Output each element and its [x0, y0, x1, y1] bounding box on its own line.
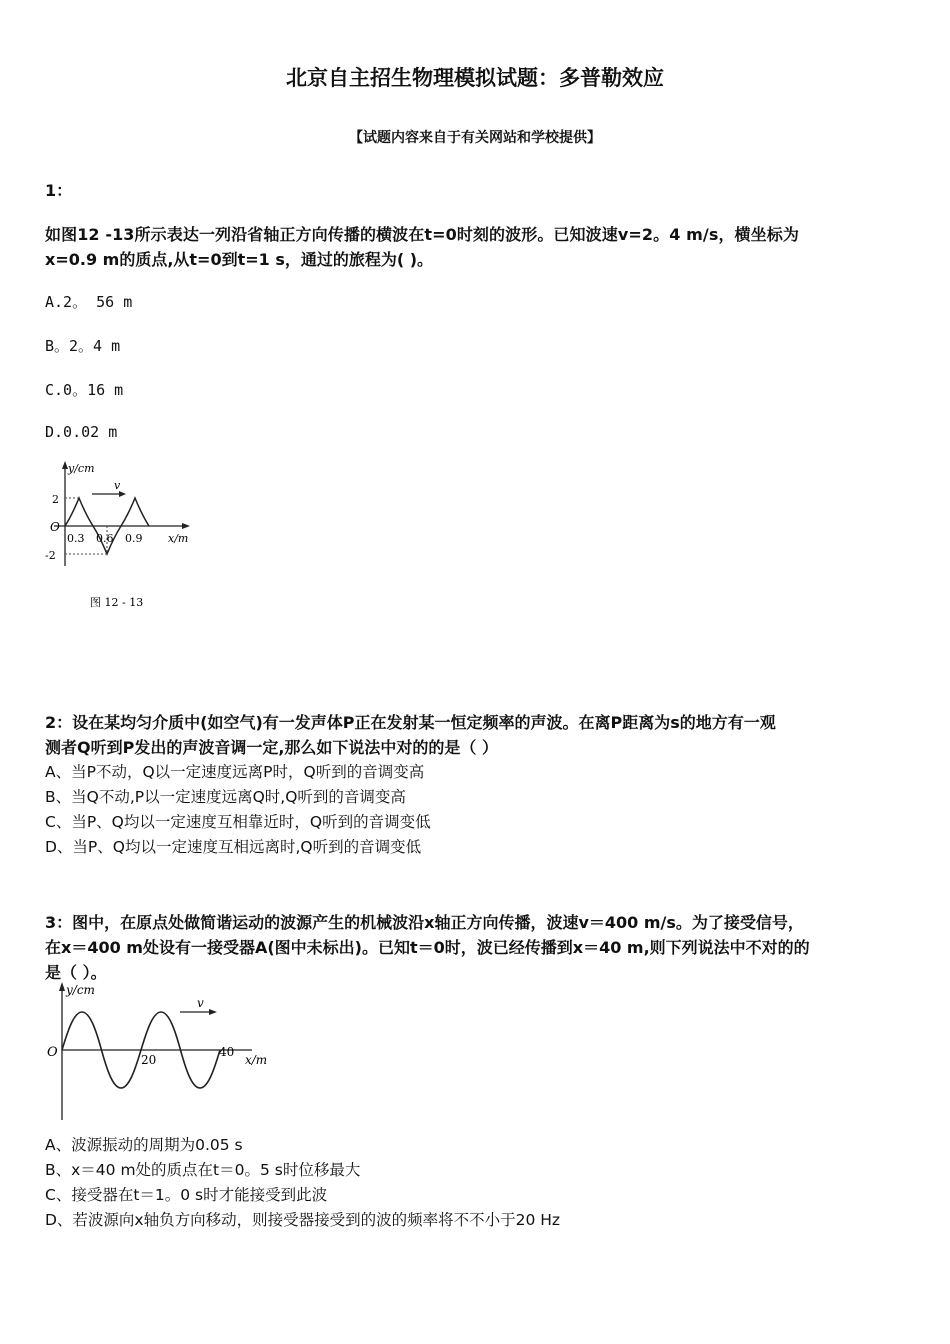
q3-stem-line1: 3：图中，在原点处做简谐运动的波源产生的机械波沿x轴正方向传播，波速v＝400 m/s。为了接受信号， [45, 913, 804, 932]
q3-wave-figure [40, 980, 290, 1125]
q1-number: 1： [45, 181, 73, 200]
q1-velocity-label: v [114, 479, 121, 492]
q1-option-c: C.0。16 m [45, 381, 124, 399]
q1-x-axis-label: x/m [168, 532, 189, 545]
q3-option-c: C、接受器在t＝1。0 s时才能接受到此波 [45, 1186, 328, 1204]
q3-option-a: A、波源振动的周期为0.05 s [45, 1136, 243, 1154]
q2-stem-line2: 测者Q听到P发出的声波音调一定,那么如下说法中对的的是（ ） [45, 738, 498, 757]
q2-option-c: C、当P、Q均以一定速度互相靠近时，Q听到的音调变低 [45, 813, 431, 831]
q2-option-d: D、当P、Q均以一定速度互相远离时,Q听到的音调变低 [45, 838, 422, 856]
q1-y-tick-neg2: -2 [45, 549, 56, 562]
q3-x-tick-20: 20 [141, 1053, 157, 1067]
q1-y-axis-label: y/cm [68, 462, 95, 475]
q1-x-tick-0.9: 0.9 [125, 532, 143, 545]
q1-y-tick-2: 2 [52, 493, 59, 506]
q3-velocity-label: v [197, 996, 204, 1010]
q3-y-axis-arrow [59, 982, 65, 991]
q1-stem-line1: 如图12 -13所示表达一列沿省轴正方向传播的横波在t=0时刻的波形。已知波速v=2。4 m/s，横坐标为 [45, 225, 799, 244]
q3-x-tick-40: 40 [219, 1045, 235, 1059]
q1-x-tick-0.3: 0.3 [67, 532, 85, 545]
q1-x-tick-0.6: 0.6 [96, 532, 114, 545]
q1-option-b: B。2。4 m [45, 337, 121, 355]
q3-origin-label: O [47, 1045, 58, 1060]
page-title: 北京自主招生物理模拟试题：多普勒效应 [286, 66, 664, 90]
q3-option-d: D、若波源向x轴负方向移动，则接受器接受到的波的频率将不不小于20 Hz [45, 1211, 561, 1229]
q3-velocity-arrowhead [209, 1009, 217, 1015]
q2-option-b: B、当Q不动,P以一定速度远离Q时,Q听到的音调变高 [45, 788, 406, 806]
q2-stem-line1: 2：设在某均匀介质中(如空气)有一发声体P正在发射某一恒定频率的声波。在离P距离为s的地方有一观 [45, 713, 776, 732]
q1-option-a: A.2。 56 m [45, 293, 133, 311]
q2-option-a: A、当P不动，Q以一定速度远离P时，Q听到的音调变高 [45, 763, 425, 781]
q3-stem-line3: 是（ ）。 [45, 963, 107, 982]
q1-x-axis-arrow [182, 523, 190, 529]
q1-option-d: D.0.02 m [45, 423, 118, 441]
q1-stem-line2: x=0.9 m的质点,从t=0到t=1 s，通过的旅程为( )。 [45, 250, 434, 269]
q3-y-axis-label: y/cm [66, 983, 95, 997]
q1-figure-caption: 图 12 - 13 [90, 596, 144, 609]
q3-option-b: B、x＝40 m处的质点在t＝0。5 s时位移最大 [45, 1161, 361, 1179]
source-note: 【试题内容来自于有关网站和学校提供】 [349, 130, 601, 146]
q3-stem-line2: 在x＝400 m处设有一接受器A(图中未标出)。已知t＝0时，波已经传播到x＝40 m,则下列说法中不对的的 [45, 938, 810, 957]
q3-x-axis-label: x/m [245, 1053, 268, 1067]
q1-origin-label: O [50, 520, 60, 534]
q1-wave-figure [40, 458, 200, 618]
